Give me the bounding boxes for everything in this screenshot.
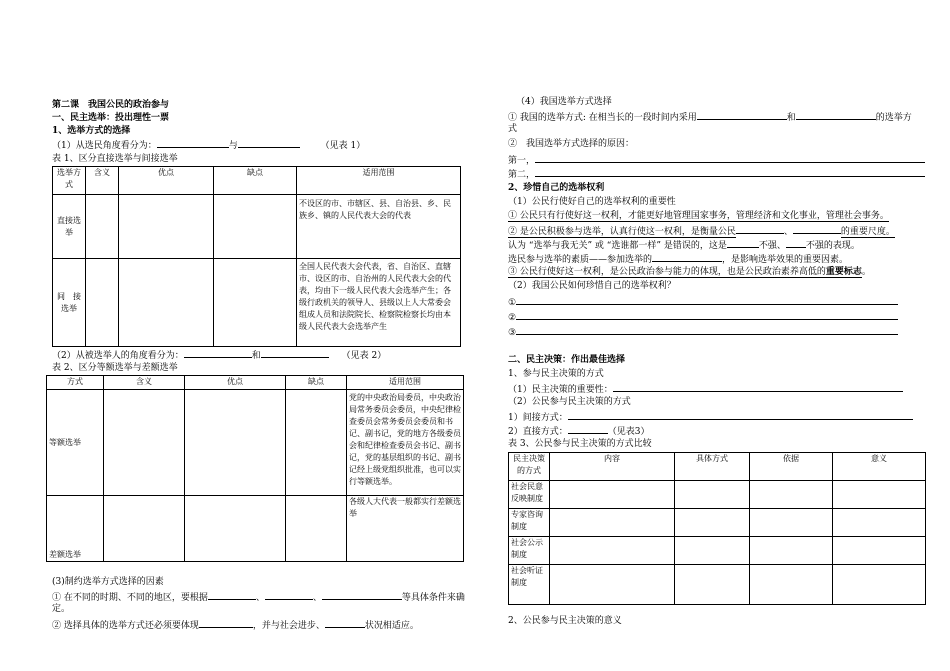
question-1-ref: （见表 1） bbox=[320, 141, 366, 151]
blank[interactable] bbox=[516, 325, 898, 335]
question-2 bbox=[52, 348, 386, 362]
decision-importance bbox=[508, 382, 926, 396]
table-3-header: 具体方式 bbox=[675, 453, 750, 481]
blank[interactable] bbox=[261, 348, 329, 358]
question-3-title: (3)制约选举方式选择的因素 bbox=[52, 577, 164, 587]
blank[interactable] bbox=[199, 618, 253, 628]
table-2-cell[interactable] bbox=[286, 390, 347, 496]
question-cherish: （2）我国公民如何珍惜自己的选举权利？ bbox=[508, 281, 676, 291]
table-1-header: 适用范围 bbox=[297, 167, 461, 195]
underlined-text: 的重要尺度。 bbox=[840, 227, 895, 237]
blank[interactable] bbox=[697, 110, 787, 120]
answer-line-2 bbox=[508, 310, 926, 324]
answer-line-3 bbox=[508, 325, 926, 339]
importance-line bbox=[508, 266, 871, 278]
q4-text: 的选举方 bbox=[875, 113, 912, 123]
table-1-row-label: 直接选举 bbox=[53, 195, 86, 259]
question-3-line-1-end: 定。 bbox=[52, 604, 71, 614]
table-1-header: 优点 bbox=[119, 167, 214, 195]
importance-line bbox=[508, 224, 895, 238]
table-1-header: 含义 bbox=[86, 167, 119, 195]
table-3-row-label: 社会听证制度 bbox=[509, 565, 550, 605]
table-1-header: 选举方式 bbox=[53, 167, 86, 195]
question-4-first bbox=[508, 153, 926, 167]
table-1-cell[interactable] bbox=[214, 195, 297, 259]
table-3-header: 意义 bbox=[833, 453, 926, 481]
table-3-caption: 表 3、公民参与民主决策的方式比较 bbox=[508, 439, 652, 449]
decision-methods: （2）公民参与民主决策的方式 bbox=[508, 397, 631, 407]
q3-text: 、 bbox=[312, 593, 322, 603]
table-3-cell[interactable] bbox=[550, 565, 675, 605]
question-1-text: （1）从选民角度看分为： bbox=[52, 141, 157, 151]
table-2-cell[interactable] bbox=[286, 496, 347, 562]
blank[interactable] bbox=[613, 382, 903, 392]
q3-text: 等具体条件来确 bbox=[401, 593, 465, 603]
subsection-1-title: 1、选举方式的选择 bbox=[52, 126, 131, 136]
blank[interactable] bbox=[535, 167, 925, 177]
blank[interactable] bbox=[568, 410, 913, 420]
table-3-cell[interactable] bbox=[675, 537, 750, 565]
blank[interactable] bbox=[793, 224, 841, 234]
underlined-bold-text: 重要标志 bbox=[825, 267, 862, 277]
question-1-with: 与 bbox=[228, 141, 238, 151]
table-2-header: 缺点 bbox=[286, 376, 347, 390]
blank[interactable] bbox=[516, 295, 898, 305]
table-3-cell[interactable] bbox=[833, 537, 926, 565]
blank[interactable] bbox=[736, 224, 784, 234]
table-3-cell[interactable] bbox=[550, 509, 675, 537]
table-1-row-label: 间 接选举 bbox=[53, 259, 86, 347]
table-1-header: 缺点 bbox=[214, 167, 297, 195]
section-2-title: 二、民主决策：作出最佳选择 bbox=[508, 355, 626, 365]
importance-line bbox=[508, 238, 860, 252]
table-2-cell[interactable] bbox=[104, 496, 185, 562]
question-4-line-1-end: 式 bbox=[508, 124, 518, 134]
blank[interactable] bbox=[652, 252, 722, 262]
table-3-cell[interactable] bbox=[750, 565, 833, 605]
answer-line-1 bbox=[508, 295, 926, 309]
q3-text: ，并与社会进步、 bbox=[252, 621, 325, 631]
s2-text: ，是影响选举效果的重要因素。 bbox=[722, 255, 849, 265]
table-1-cell[interactable] bbox=[86, 195, 119, 259]
blank[interactable] bbox=[238, 138, 300, 148]
importance-line bbox=[508, 252, 848, 266]
s2-text: 认为 “选举与我无关” 或 “选谁都一样” 是错误的，这是 bbox=[508, 241, 727, 251]
table-3-header: 依据 bbox=[750, 453, 833, 481]
blank[interactable] bbox=[157, 138, 229, 148]
underlined-text: ③ 公民行使好这一权利，是公民政治参与能力的体现，也是公民政治素养高低的 bbox=[508, 267, 826, 277]
importance-line: （1）公民行使好自己的选举权利的重要性 bbox=[508, 197, 676, 207]
table-3-cell[interactable] bbox=[833, 509, 926, 537]
table-1-scope: 全国人民代表大会代表，省、自治区、直辖市、设区的市、自治州的人民代表大会的代表，均由下一级人民代表大会选举产生；各级行政机关的领导人、县级以上人大常委会组成人员和法院院长、检察院检察长均由本级人民代表大会选举产生 bbox=[297, 259, 461, 347]
subsection-2-title: 2、珍惜自己的选举权利 bbox=[508, 183, 605, 193]
lesson-title: 第二课 我国公民的政治参与 bbox=[52, 100, 170, 110]
table-3-cell[interactable] bbox=[833, 481, 926, 509]
table-1-cell[interactable] bbox=[214, 259, 297, 347]
table-2-header: 适用范围 bbox=[347, 376, 464, 390]
importance-line bbox=[508, 210, 889, 222]
question-4-second bbox=[508, 167, 926, 181]
blank[interactable] bbox=[516, 310, 898, 320]
table-1-cell[interactable] bbox=[86, 259, 119, 347]
table-2-row-label: 等额选举 bbox=[47, 390, 104, 496]
table-2-row-label: 差额选举 bbox=[47, 496, 104, 562]
table-3-header: 民主决策的方式 bbox=[509, 453, 550, 481]
blank[interactable] bbox=[208, 590, 256, 600]
blank[interactable] bbox=[325, 618, 365, 628]
table-1 bbox=[52, 166, 461, 347]
q4-text: 和 bbox=[786, 113, 796, 123]
table-3-cell[interactable] bbox=[750, 537, 833, 565]
blank[interactable] bbox=[184, 348, 252, 358]
table-2-cell[interactable] bbox=[185, 390, 286, 496]
underlined-text: ② 是公民积极参与选举，认真行使这一权利，是衡量公民 bbox=[508, 227, 736, 237]
table-3 bbox=[508, 452, 926, 605]
blank[interactable] bbox=[322, 590, 402, 600]
blank[interactable] bbox=[786, 238, 806, 248]
blank[interactable] bbox=[796, 110, 876, 120]
q3-text: 、 bbox=[255, 593, 265, 603]
table-1-cell[interactable] bbox=[119, 195, 214, 259]
question-4-line-1 bbox=[508, 110, 912, 124]
question-2-with: 和 bbox=[251, 351, 261, 361]
question-2-ref: （见表 2） bbox=[341, 351, 387, 361]
answer-marker: ① bbox=[508, 298, 517, 308]
table-3-row-label: 社会民意反映制度 bbox=[509, 481, 550, 509]
section-1-title: 一、民主选举：投出理性一票 bbox=[52, 113, 170, 123]
table-3-row-label: 社会公示制度 bbox=[509, 537, 550, 565]
table-1-cell[interactable] bbox=[119, 259, 214, 347]
answer-marker: ③ bbox=[508, 328, 517, 338]
question-2-text: （2）从被选举人的角度看分为： bbox=[52, 351, 184, 361]
decision-significance-title: 2、公民参与民主决策的意义 bbox=[508, 616, 622, 626]
question-4-title: （4）我国选举方式选择 bbox=[516, 97, 612, 107]
s2-text: 不强的表现。 bbox=[805, 241, 860, 251]
table-1-scope: 不设区的市、市辖区、县、自治县、乡、民族乡、镇的人民代表大会的代表 bbox=[297, 195, 461, 259]
question-4-line-2: ② 我国选举方式选择的原因： bbox=[508, 139, 635, 149]
table-3-cell[interactable] bbox=[750, 481, 833, 509]
table-2-scope: 党的中央政治局委员，中央政治局常务委员会委员，中央纪律检查委员会常务委员会委员和书记、副书记，党的地方各级委员会和纪律检查委员会书记、副书记，党的基层组织的书记、副书记经上级党组织批准，也可以实行等额选举。 bbox=[347, 390, 464, 496]
table-3-cell[interactable] bbox=[675, 509, 750, 537]
table-2-cell[interactable] bbox=[104, 390, 185, 496]
table-3-cell[interactable] bbox=[550, 537, 675, 565]
table-3-cell[interactable] bbox=[675, 565, 750, 605]
table-3-cell[interactable] bbox=[750, 509, 833, 537]
table-2-header: 方式 bbox=[47, 376, 104, 390]
blank[interactable] bbox=[265, 590, 313, 600]
blank[interactable] bbox=[568, 424, 608, 434]
question-3-line-1 bbox=[52, 590, 465, 604]
q3-text: 状况相适应。 bbox=[364, 621, 419, 631]
table-3-header: 内容 bbox=[550, 453, 675, 481]
table-3-cell[interactable] bbox=[550, 481, 675, 509]
s2-text: 、 bbox=[783, 227, 793, 237]
table-2 bbox=[46, 375, 464, 562]
table-3-row-label: 专家咨询制度 bbox=[509, 509, 550, 537]
question-1 bbox=[52, 138, 365, 152]
decision-indirect bbox=[508, 410, 926, 424]
table-1-caption: 表 1、区分直接选举与间接选举 bbox=[52, 154, 178, 164]
underlined-text: ① 公民只有行使好这一权利，才能更好地管理国家事务，管理经济和文化事业，管理社会事务。 bbox=[508, 211, 889, 221]
s2-text: 。 bbox=[861, 267, 871, 277]
table-2-header: 含义 bbox=[104, 376, 185, 390]
q3-text: ② 选择具体的选举方式还必须要体现 bbox=[52, 621, 199, 631]
decision-subtitle-1: 1、参与民主决策的方式 bbox=[508, 369, 604, 379]
table-2-header: 优点 bbox=[185, 376, 286, 390]
d1-text: （见表3） bbox=[607, 427, 650, 437]
table-2-cell[interactable] bbox=[185, 496, 286, 562]
table-3-cell[interactable] bbox=[833, 565, 926, 605]
blank[interactable] bbox=[535, 153, 925, 163]
answer-marker: ② bbox=[508, 313, 517, 323]
s2-text: 选民参与选举的素质——参加选举的 bbox=[508, 255, 653, 265]
question-3-line-2 bbox=[52, 618, 419, 632]
q3-text: ① 在不同的时期、不同的地区，要根据 bbox=[52, 593, 208, 603]
q4-first-label: 第一， bbox=[508, 156, 536, 166]
d1-text: （1）民主决策的重要性： bbox=[508, 385, 613, 395]
decision-direct bbox=[508, 424, 649, 438]
q4-second-label: 第二， bbox=[508, 170, 536, 180]
table-3-cell[interactable] bbox=[675, 481, 750, 509]
d1-text: 1）间接方式： bbox=[508, 413, 568, 423]
table-2-caption: 表 2、区分等额选举与差额选举 bbox=[52, 363, 178, 373]
q4-text: ① 我国的选举方式: 在相当长的一段时间内采用 bbox=[508, 113, 697, 123]
d1-text: 2）直接方式： bbox=[508, 427, 568, 437]
s2-text: 不强、 bbox=[758, 241, 786, 251]
table-2-scope: 各级人大代表一般都实行差额选举 bbox=[347, 496, 464, 562]
blank[interactable] bbox=[727, 238, 759, 248]
